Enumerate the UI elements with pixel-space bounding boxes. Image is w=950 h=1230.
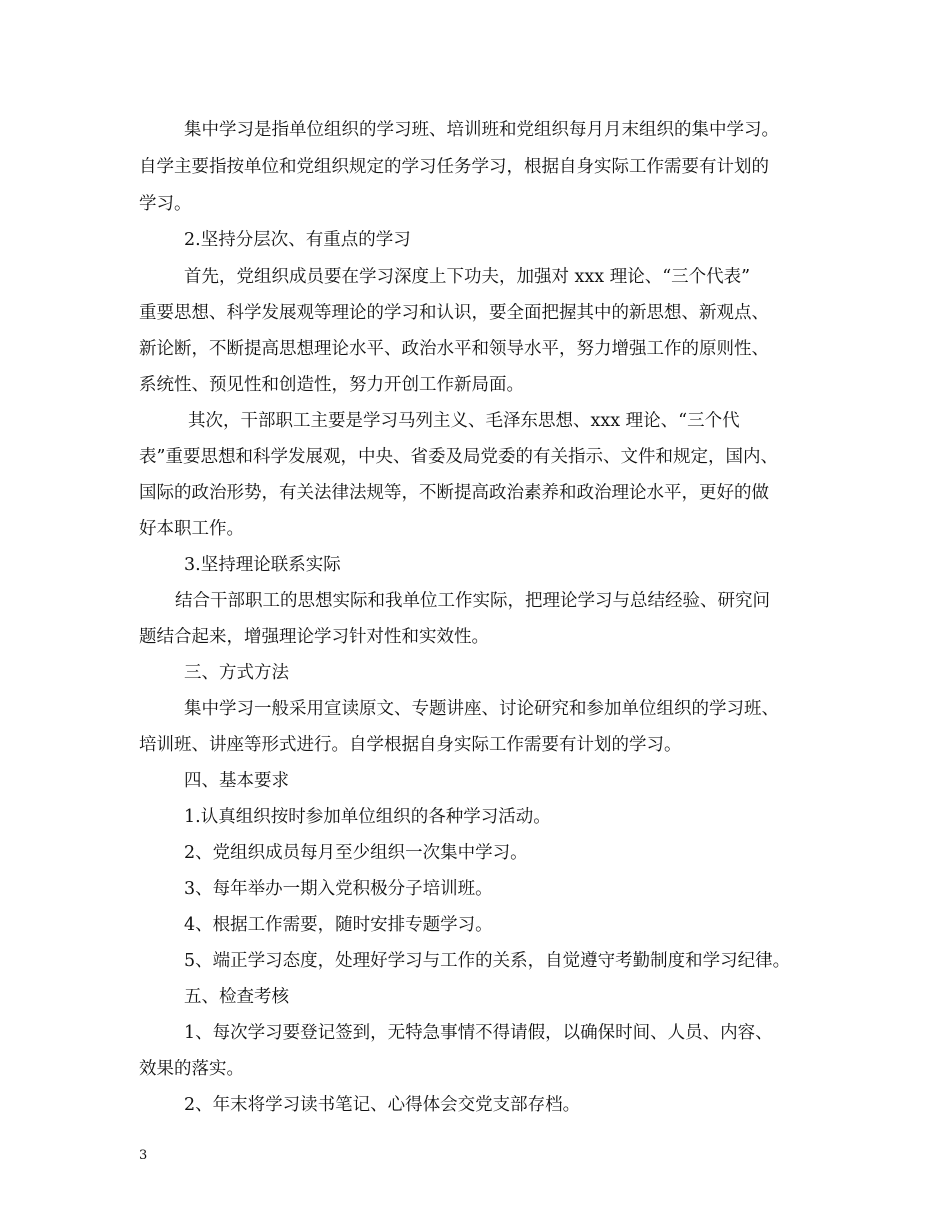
section-heading: 四、基本要求 (184, 771, 289, 791)
section-heading: 2.坚持分层次、有重点的学习 (184, 230, 411, 250)
list-item: 3、每年举办一期入党积极分子培训班。 (184, 879, 493, 899)
list-item: 5、端正学习态度，处理好学习与工作的关系，自觉遵守考勤制度和学习纪律。 (184, 951, 791, 971)
paragraph-line: 其次，干部职工主要是学习马列主义、毛泽东思想、xxx 理论、“三个代 (188, 411, 740, 431)
section-heading: 三、方式方法 (184, 663, 289, 683)
paragraph-line: 题结合起来，增强理论学习针对性和实效性。 (139, 627, 489, 647)
list-item: 1.认真组织按时参加单位组织的各种学习活动。 (184, 807, 551, 827)
section-heading: 3.坚持理论联系实际 (184, 555, 341, 575)
paragraph-line: 集中学习一般采用宣读原文、专题讲座、讨论研究和参加单位组织的学习班、 (184, 699, 779, 719)
paragraph-line: 好本职工作。 (139, 519, 244, 539)
list-item: 4、根据工作需要，随时安排专题学习。 (184, 915, 493, 935)
paragraph-line: 国际的政治形势，有关法律法规等，不断提高政治素养和政治理论水平，更好的做 (139, 483, 769, 503)
paragraph-line: 首先，党组织成员要在学习深度上下功夫，加强对 xxx 理论、“三个代表” (184, 267, 751, 287)
paragraph-line: 系统性、预见性和创造性，努力开创工作新局面。 (139, 375, 524, 395)
paragraph-line: 新论断，不断提高思想理论水平、政治水平和领导水平，努力增强工作的原则性、 (139, 339, 769, 359)
page-number: 3 (139, 1148, 148, 1163)
paragraph-line: 结合干部职工的思想实际和我单位工作实际，把理论学习与总结经验、研究问 (175, 591, 770, 611)
list-item: 2、党组织成员每月至少组织一次集中学习。 (184, 843, 528, 863)
paragraph-line: 效果的落实。 (139, 1059, 244, 1079)
paragraph-line: 培训班、讲座等形式进行。自学根据自身实际工作需要有计划的学习。 (139, 735, 682, 755)
paragraph-line: 表”重要思想和科学发展观，中央、省委及局党委的有关指示、文件和规定，国内、 (139, 447, 778, 467)
paragraph-line: 自学主要指按单位和党组织规定的学习任务学习，根据自身实际工作需要有计划的 (139, 157, 769, 177)
list-item: 1、每次学习要登记签到，无特急事情不得请假，以确保时间、人员、内容、 (184, 1023, 773, 1043)
section-heading: 五、检查考核 (184, 987, 289, 1007)
paragraph-line: 集中学习是指单位组织的学习班、培训班和党组织每月月末组织的集中学习。 (184, 120, 779, 140)
paragraph-line: 重要思想、科学发展观等理论的学习和认识，要全面把握其中的新思想、新观点、 (139, 303, 769, 323)
list-item: 2、年末将学习读书笔记、心得体会交党支部存档。 (184, 1095, 581, 1115)
paragraph-line: 学习。 (139, 194, 192, 214)
